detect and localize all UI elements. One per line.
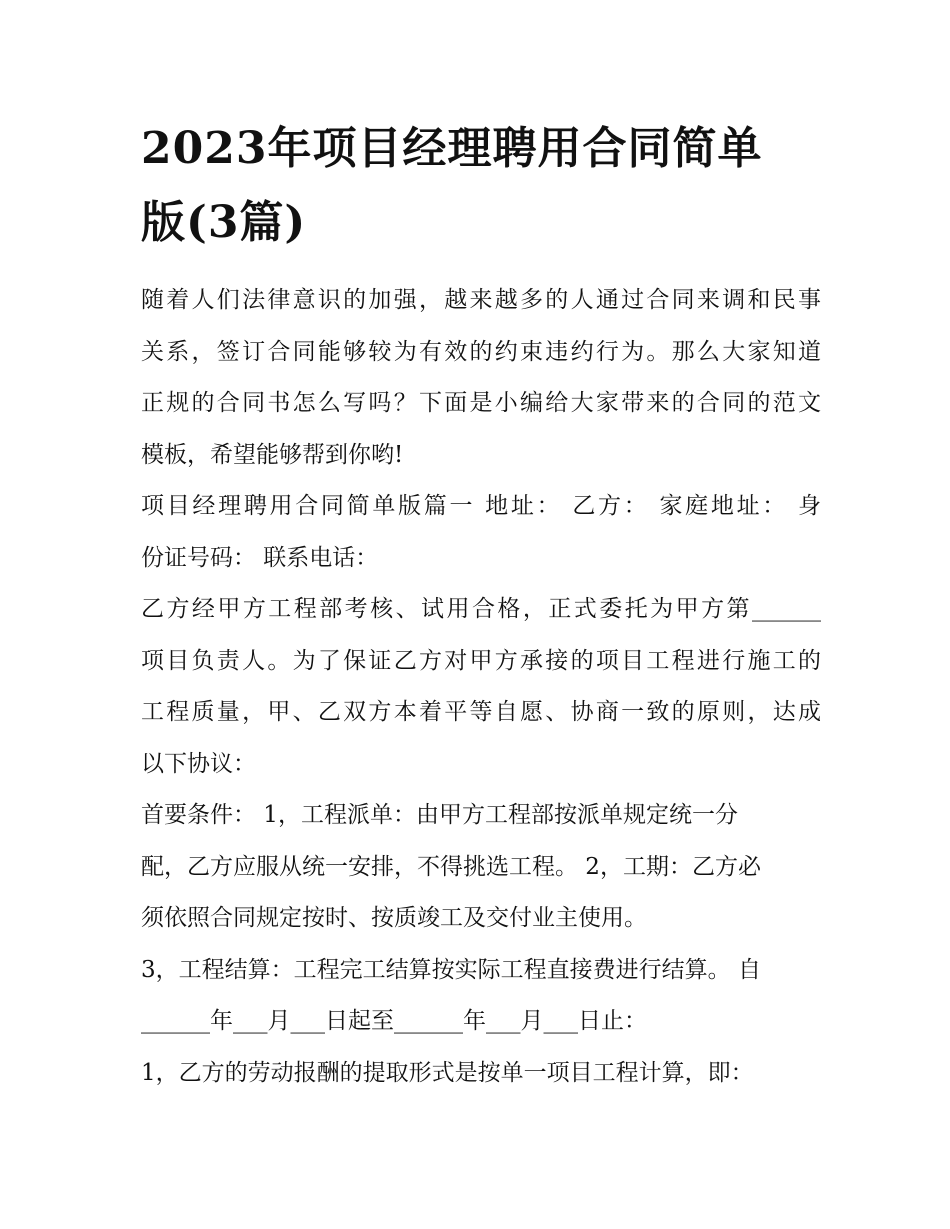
title-line-2: 版(3篇) — [141, 197, 307, 248]
body-line: 首要条件： 1，工程派单：由甲方工程部按派单规定统一分 — [141, 802, 738, 828]
body-line: 项目负责人。为了保证乙方对甲方承接的项目工程进行施工的 — [141, 647, 821, 674]
body-line: 工程质量，甲、乙双方本着平等自愿、协商一致的原则，达成 — [141, 699, 821, 725]
body-line: 项目经理聘用合同简单版篇一 地址： 乙方： 家庭地址： 身 — [141, 493, 821, 519]
body-line: 3，工程结算：工程完工结算按实际工程直接费进行结算。 自 — [141, 956, 761, 983]
body-line: 份证号码： 联系电话： — [141, 544, 379, 571]
body-line: 关系，签订合同能够较为有效的约束违约行为。那么大家知道 — [141, 338, 821, 365]
body-line: 正规的合同书怎么写吗？下面是小编给大家带来的合同的范文 — [141, 390, 821, 416]
body-line: 须依照合同规定按时、按质竣工及交付业主使用。 — [141, 905, 647, 931]
document-title — [141, 112, 831, 260]
body-line: 乙方经甲方工程部考核、试用合格，正式委托为甲方第______ — [141, 596, 821, 622]
body-line: 1，乙方的劳动报酬的提取形式是按单一项目工程计算，即： — [141, 1059, 754, 1086]
body-line: 随着人们法律意识的加强，越来越多的人通过合同来调和民事 — [141, 287, 821, 313]
body-line: ______年___月___日起至______年___月___日止： — [141, 1008, 647, 1034]
body-line: 模板，希望能够帮到你哟! — [141, 441, 404, 468]
body-line: 配，乙方应服从统一安排，不得挑选工程。 2，工期：乙方必 — [141, 853, 761, 880]
document-body — [141, 275, 821, 1099]
body-line: 以下协议： — [141, 750, 256, 777]
title-line-1: 2023年项目经理聘用合同简单 — [141, 123, 763, 174]
